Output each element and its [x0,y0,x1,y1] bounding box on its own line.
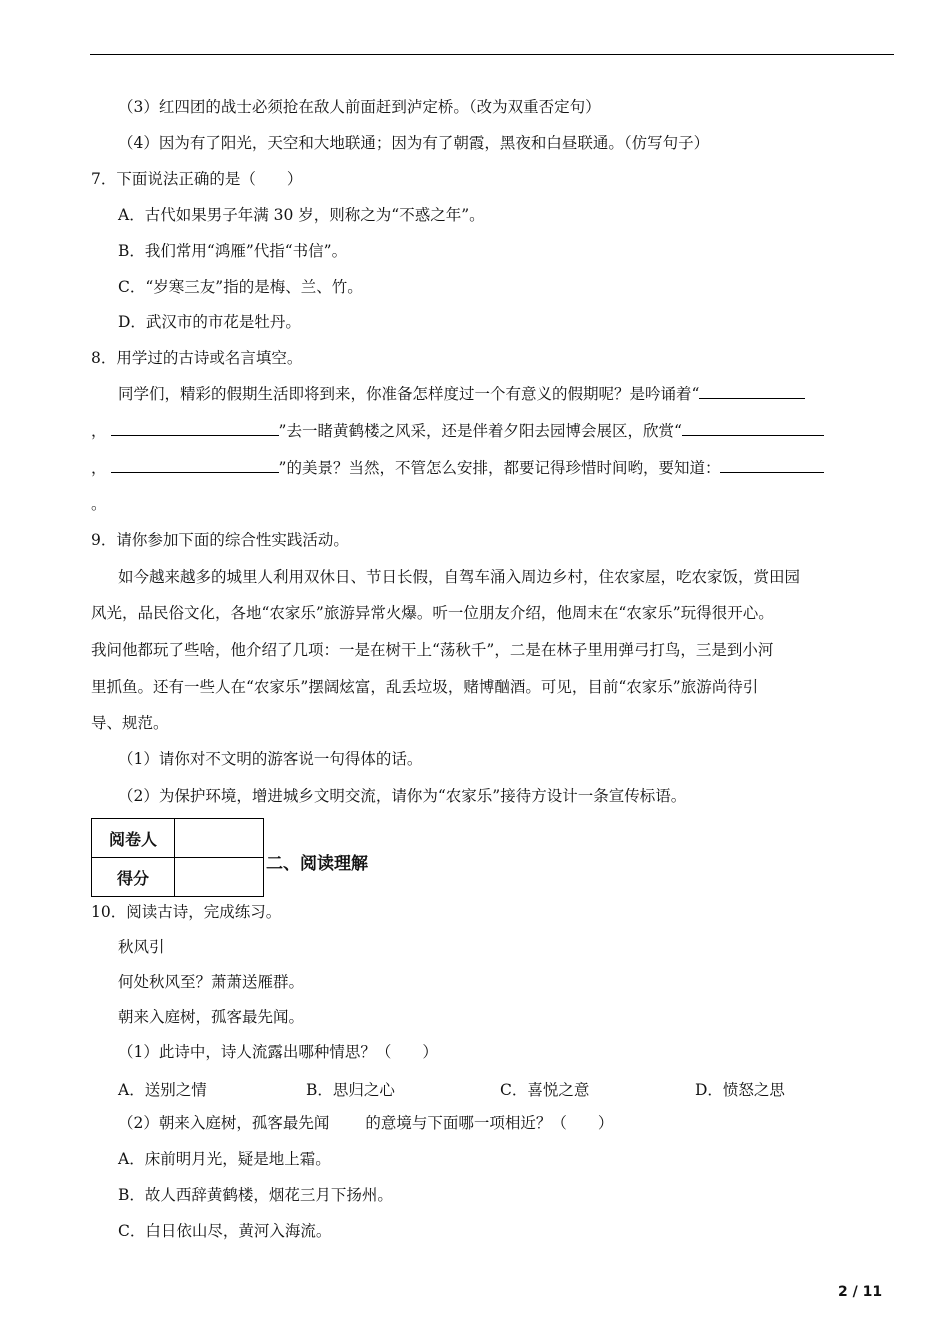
q8-line4: 。 [91,495,107,513]
q9-passage-line5: 导、规范。 [91,714,169,732]
q9-sub1: （1）请你对不文明的游客说一句得体的话。 [118,750,423,768]
q6-sub3: （3）红四团的战士必须抢在敌人前面赶到泸定桥。（改为双重否定句） [118,98,601,116]
q8-line3-comma: ， [91,459,107,477]
q8-stem: 8．用学过的古诗或名言填空。 [91,349,303,367]
q10-sub1-option-a: A．送别之情 [118,1081,207,1099]
score-table [91,818,264,897]
q10-sub1-option-d: D．愤怒之思 [695,1081,785,1099]
reviewer-label: 阅卷人 [92,819,175,858]
q10-sub2-question: 的意境与下面哪一项相近？（ ） [365,1114,614,1132]
fill-blank-2[interactable] [111,421,279,436]
score-cell[interactable] [175,858,264,897]
q10-sub2-quote: （2）朝来入庭树，孤客最先闻 [118,1114,330,1132]
poem-title: 秋风引 [118,938,165,956]
q10-sub2-option-c: C．白日依山尽，黄河入海流。 [118,1222,332,1240]
fill-blank-5[interactable] [720,458,824,473]
page-number: 2 / 11 [838,1284,883,1300]
q9-passage-line3: 我问他都玩了些啥，他介绍了几项：一是在树干上“荡秋千”，二是在林子里用弹弓打鸟，三是到小河 [91,641,774,659]
reviewer-cell[interactable] [175,819,264,858]
q10-stem: 10．阅读古诗，完成练习。 [91,903,282,921]
q7-option-c: C．“岁寒三友”指的是梅、兰、竹。 [118,278,363,296]
q9-stem: 9．请你参加下面的综合性实践活动。 [91,531,349,549]
score-label: 得分 [92,858,175,897]
fill-blank-3[interactable] [682,421,824,436]
section-heading: 二、阅读理解 [266,854,368,874]
q8-line2 [91,421,824,441]
q8-line3 [91,458,824,478]
q10-sub2-option-b: B．故人西辞黄鹤楼，烟花三月下扬州。 [118,1186,393,1204]
q9-sub2: （2）为保护环境，增进城乡文明交流，请你为“农家乐”接待方设计一条宣传标语。 [118,787,687,805]
q9-passage-line2: 风光，品民俗文化，各地“农家乐”旅游异常火爆。听一位朋友介绍，他周末在“农家乐”玩得很开心。 [91,604,774,622]
q7-option-b: B．我们常用“鸿雁”代指“书信”。 [118,242,348,260]
q8-line2-text: ”去一睹黄鹤楼之风采，还是伴着夕阳去园博会展区，欣赏“ [278,422,682,440]
q10-sub1-option-c: C．喜悦之意 [500,1081,590,1099]
q10-sub1-option-b: B．思归之心 [306,1081,395,1099]
q6-sub4: （4）因为有了阳光，天空和大地联通；因为有了朝霞，黑夜和白昼联通。（仿写句子） [118,134,710,152]
q7-stem: 7．下面说法正确的是（ ） [91,170,303,188]
poem-line1: 何处秋风至？萧萧送雁群。 [118,973,305,991]
header-rule [90,54,894,55]
q10-sub1: （1）此诗中，诗人流露出哪种情思？（ ） [118,1043,438,1061]
q8-line1-text: 同学们，精彩的假期生活即将到来，你准备怎样度过一个有意义的假期呢？是吟诵着“ [118,385,700,403]
q7-option-d: D．武汉市的市花是牡丹。 [118,313,301,331]
q10-sub2 [118,1113,613,1133]
poem-line2: 朝来入庭树，孤客最先闻。 [118,1008,305,1026]
q7-option-a: A．古代如果男子年满 30 岁，则称之为“不惑之年”。 [118,206,485,224]
fill-blank-1[interactable] [699,384,805,399]
q9-passage-line4: 里抓鱼。还有一些人在“农家乐”摆阔炫富，乱丢垃圾，赌博酗酒。可见，目前“农家乐”旅游尚待引 [91,678,759,696]
q10-sub2-option-a: A．床前明月光，疑是地上霜。 [118,1150,331,1168]
q9-passage-line1: 如今越来越多的城里人利用双休日、节日长假，自驾车涌入周边乡村，住农家屋，吃农家饭，赏田园 [118,568,801,586]
q8-line1 [118,384,805,404]
fill-blank-4[interactable] [111,458,279,473]
q8-line3-text: ”的美景？当然，不管怎么安排，都要记得珍惜时间哟，要知道： [278,459,721,477]
q8-line2-comma: ， [91,422,107,440]
